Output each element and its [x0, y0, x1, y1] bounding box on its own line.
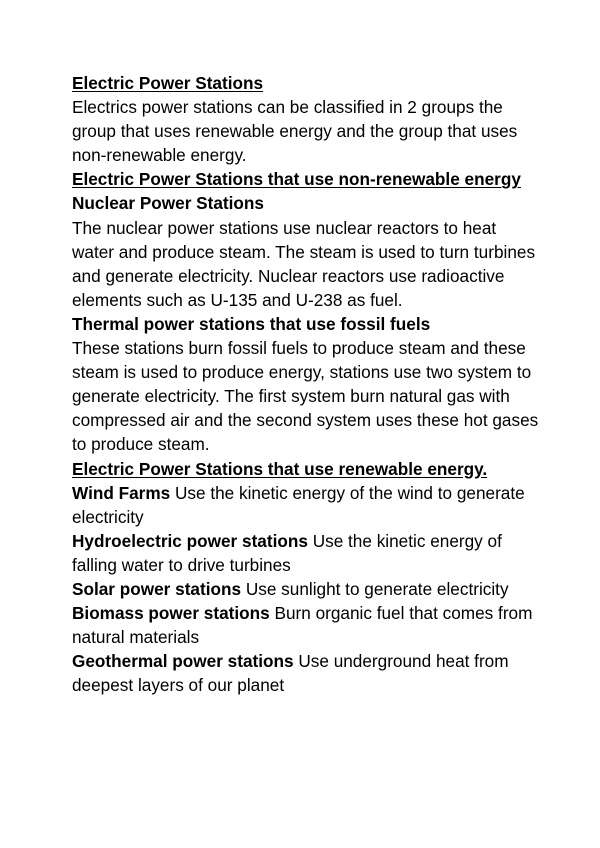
nuclear-heading: Nuclear Power Stations — [72, 193, 264, 214]
thermal-paragraph: These stations burn fossil fuels to produce steam and these steam is used to produce energy, stations use two system to generate electricity. The first system burn natural gas with compressed air and the second system uses these hot gases to produce steam. — [72, 338, 539, 455]
renewable-item-hydro — [72, 529, 542, 577]
term-solar: Solar power stations — [72, 578, 242, 599]
term-geothermal: Geothermal power stations — [72, 651, 294, 672]
desc-hydro: Use the kinetic energy of falling water to drive turbines — [72, 530, 502, 575]
document-page — [72, 71, 542, 697]
term-hydro: Hydroelectric power stations — [72, 530, 308, 551]
desc-geothermal: Use underground heat from deepest layers of our planet — [72, 651, 509, 696]
thermal-heading: Thermal power stations that use fossil fuels — [72, 313, 431, 334]
term-wind: Wind Farms — [72, 482, 171, 503]
document-title: Electric Power Stations — [72, 73, 264, 93]
renewable-item-solar — [72, 577, 542, 601]
nuclear-paragraph: The nuclear power stations use nuclear reactors to heat water and produce steam. The steam is used to turn turbines and generate electricity. Nuclear reactors use radioactive elements such as U-135 and U-238 as fuel. — [72, 217, 536, 310]
renewable-item-biomass — [72, 601, 542, 649]
renewable-item-wind — [72, 481, 542, 529]
term-biomass: Biomass power stations — [72, 603, 270, 624]
non-renewable-heading: Electric Power Stations that use non-renewable energy — [72, 169, 521, 190]
desc-biomass: Burn organic fuel that comes from natural materials — [72, 603, 533, 648]
renewable-heading: Electric Power Stations that use renewable energy. — [72, 458, 488, 479]
intro-paragraph: Electrics power stations can be classified in 2 groups the group that uses renewable energy and the group that uses non-renewable energy. — [72, 97, 518, 166]
renewable-item-geothermal — [72, 649, 542, 697]
desc-solar: Use sunlight to generate electricity — [241, 578, 509, 599]
desc-wind: Use the kinetic energy of the wind to generate electricity — [72, 482, 525, 527]
